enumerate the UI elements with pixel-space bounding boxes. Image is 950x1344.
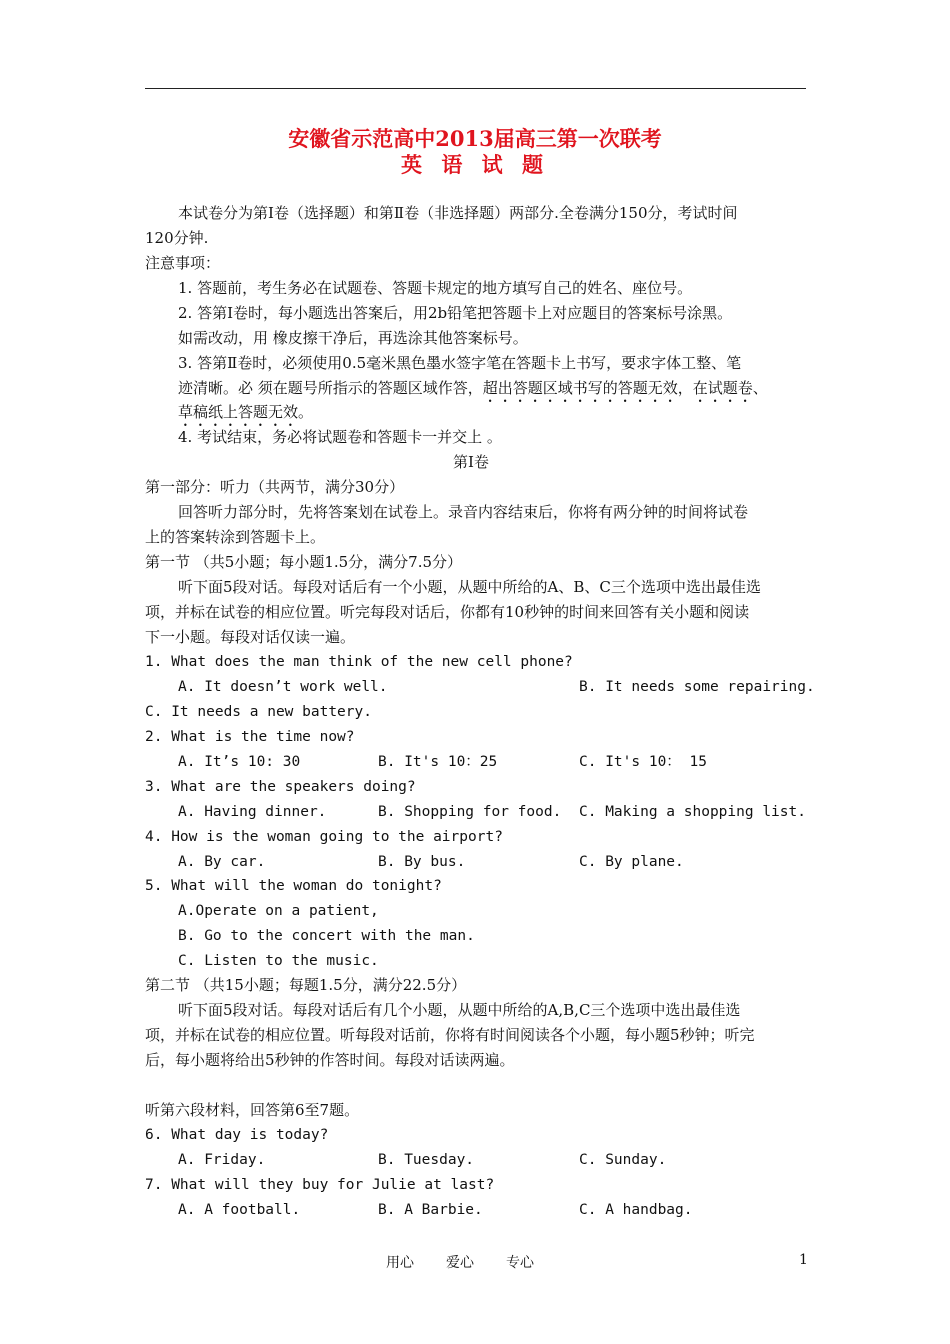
intro-line-2: 120分钟. — [145, 229, 209, 247]
q1-option-c: C. It needs a new battery. — [145, 704, 372, 720]
section1-instr-3: 下一小题。每段对话仅读一遍。 — [145, 628, 356, 646]
q5-option-b: B. Go to the concert with the man. — [178, 928, 475, 944]
note-1: 1. 答题前，考生务必在试题卷、答题卡规定的地方填写自己的姓名、座位号。 — [178, 279, 693, 297]
part1-heading: 第一部分：听力（共两节，满分30分） — [145, 478, 405, 496]
q7-option-c: C. A handbag. — [579, 1202, 693, 1218]
footer-text-1: 用心 — [386, 1255, 414, 1271]
question-3: 3. What are the speakers doing? — [145, 779, 416, 795]
q3-option-a: A. Having dinner. — [178, 804, 327, 820]
q4-option-c: C. By plane. — [579, 854, 684, 870]
q1-option-a: A. It doesn’t work well. — [178, 679, 388, 695]
part1-instr-2: 上的答案转涂到答题卡上。 — [145, 528, 326, 546]
note-3c-emphasis: 草稿纸上答题无效。 — [178, 403, 314, 421]
passage-6-heading: 听第六段材料，回答第6至7题。 — [145, 1101, 360, 1119]
q2-option-c: C. It's 10： 15 — [579, 754, 707, 770]
q6-option-c: C. Sunday. — [579, 1152, 667, 1168]
intro-line-1: 本试卷分为第Ⅰ卷（选择题）和第Ⅱ卷（非选择题）两部分.全卷满分150分，考试时间 — [178, 204, 738, 222]
section2-instr-1: 听下面5段对话。每段对话后有几个小题，从题中所给的A,B,C三个选项中选出最佳选 — [178, 1001, 741, 1019]
section1-heading: 第一节 （共5小题；每小题1.5分，满分7.5分） — [145, 553, 463, 571]
q3-option-b: B. Shopping for food. — [378, 804, 562, 820]
q1-option-b: B. It needs some repairing. — [579, 679, 815, 695]
question-4: 4. How is the woman going to the airport? — [145, 829, 503, 845]
section2-heading: 第二节 （共15小题；每题1.5分，满分22.5分） — [145, 976, 467, 994]
question-6: 6. What day is today? — [145, 1127, 329, 1143]
q5-option-a: A.Operate on a patient, — [178, 903, 379, 919]
page-number: 1 — [799, 1252, 808, 1268]
exam-title: 安徽省示范高中2013届高三第一次联考 — [288, 126, 662, 151]
q4-option-b: B. By bus. — [378, 854, 466, 870]
note-2b: 如需改动，用 橡皮擦干净后，再选涂其他答案标号。 — [178, 329, 528, 347]
notes-heading: 注意事项： — [145, 254, 221, 272]
note-2a: 2. 答第Ⅰ卷时，每小题选出答案后，用2b铅笔把答题卡上对应题目的答案标号涂黑。 — [178, 304, 733, 322]
q4-option-a: A. By car. — [178, 854, 266, 870]
header-rule — [145, 88, 806, 89]
section2-instr-3: 后，每小题将给出5秒钟的作答时间。每段对话读两遍。 — [145, 1051, 515, 1069]
q2-option-a: A. It’s 10: 30 — [178, 754, 301, 770]
volume-title: 第Ⅰ卷 — [453, 453, 489, 471]
question-5: 5. What will the woman do tonight? — [145, 878, 442, 894]
q6-option-b: B. Tuesday. — [378, 1152, 475, 1168]
q6-option-a: A. Friday. — [178, 1152, 266, 1168]
section1-instr-2: 项，并标在试卷的相应位置。听完每段对话后，你都有10秒钟的时间来回答有关小题和阅读 — [145, 603, 750, 621]
note-3a: 3. 答第Ⅱ卷时，必须使用0.5毫米黑色墨水签字笔在答题卡上书写，要求字体工整、笔 — [178, 354, 742, 372]
q3-option-c: C. Making a shopping list. — [579, 804, 806, 820]
section1-instr-1: 听下面5段对话。每段对话后有一个小题，从题中所给的A、B、C三个选项中选出最佳选 — [178, 578, 761, 596]
question-2: 2. What is the time now? — [145, 729, 355, 745]
note-3b-emphasis: 超出答题区域书写的答题无效，在试题卷、 — [482, 379, 768, 397]
part1-instr-1: 回答听力部分时，先将答案划在试卷上。录音内容结束后，你将有两分钟的时间将试卷 — [178, 503, 749, 521]
question-7: 7. What will they buy for Julie at last? — [145, 1177, 495, 1193]
note-4: 4. 考试结束，务必将试题卷和答题卡一并交上 。 — [178, 428, 502, 446]
question-1: 1. What does the man think of the new cell phone? — [145, 654, 573, 670]
q7-option-b: B. A Barbie. — [378, 1202, 483, 1218]
footer-text-2: 爱心 — [446, 1255, 474, 1271]
q2-option-b: B. It's 10：25 — [378, 754, 498, 770]
section2-instr-2: 项，并标在试卷的相应位置。听每段对话前，你将有时间阅读各个小题，每小题5秒钟；听完 — [145, 1026, 755, 1044]
note-3b-plain: 迹清晰。必 须在题号所指示的答题区域作答， — [178, 379, 483, 397]
exam-subtitle: 英 语 试 题 — [401, 152, 549, 177]
footer-text-3: 专心 — [506, 1255, 534, 1271]
q7-option-a: A. A football. — [178, 1202, 301, 1218]
q5-option-c: C. Listen to the music. — [178, 953, 379, 969]
